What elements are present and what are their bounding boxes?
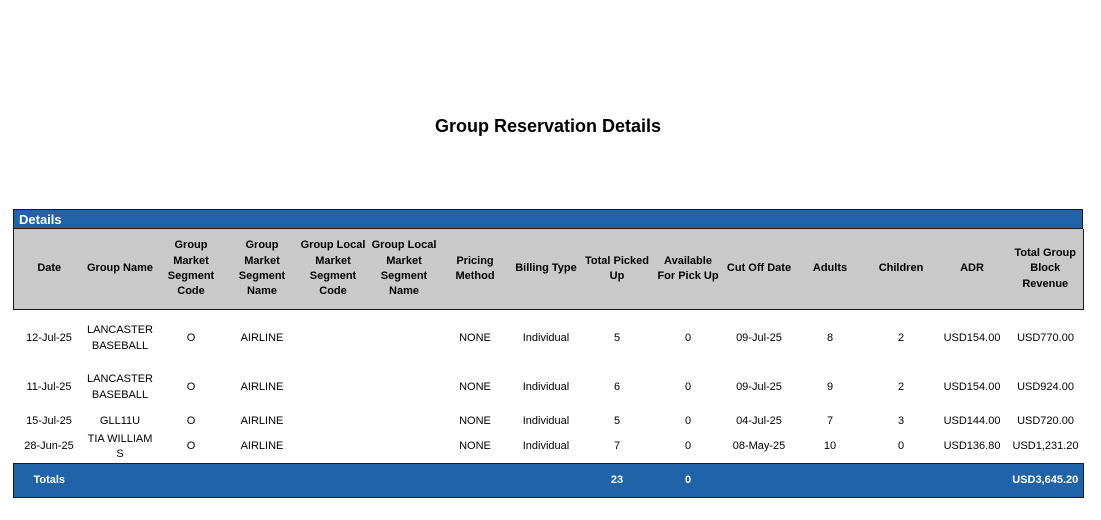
- cell-local-market-segment-name: [369, 431, 440, 464]
- cell-group-name: TIA WILLIAMS: [87, 432, 153, 460]
- cell-local-market-segment-code: [298, 363, 369, 412]
- cell-cut-off-date: 08-May-25: [732, 440, 786, 453]
- cell-billing-type: Individual: [522, 414, 570, 427]
- column-header-group-local-market-segment-code: Group Local Market Segment Code: [298, 229, 369, 310]
- table-header-row: [14, 229, 1084, 310]
- cell-children: 3: [897, 414, 905, 427]
- cell-date: 11-Jul-25: [26, 380, 72, 393]
- cell-children: 2: [897, 331, 905, 344]
- cell-children: 0: [897, 440, 905, 453]
- cell-total-group-block-revenue: USD1,231.20: [1012, 440, 1079, 453]
- cell-market-segment-code: O: [186, 414, 196, 427]
- cell-billing-type: Individual: [522, 380, 570, 393]
- cell-market-segment-code: O: [186, 380, 196, 393]
- cell-local-market-segment-name: [369, 314, 440, 363]
- cell-date: 28-Jun-25: [24, 440, 74, 453]
- column-header-available-for-pick-up: Available For Pick Up: [653, 229, 724, 310]
- totals-empty-cell: [795, 464, 866, 498]
- cell-total-group-block-revenue: USD720.00: [1017, 414, 1074, 427]
- totals-total-group-block-revenue: USD3,645.20: [1008, 464, 1084, 498]
- totals-empty-cell: [440, 464, 511, 498]
- cell-market-segment-code: O: [186, 331, 196, 344]
- cell-cut-off-date: 04-Jul-25: [736, 414, 782, 427]
- cell-pricing-method: NONE: [459, 440, 491, 453]
- details-section-header: Details: [13, 209, 1083, 229]
- column-header-group-market-segment-name: Group Market Segment Name: [227, 229, 298, 310]
- totals-empty-cell: [511, 464, 582, 498]
- cell-market-segment-name: AIRLINE: [240, 440, 284, 453]
- cell-local-market-segment-code: [298, 431, 369, 464]
- cell-local-market-segment-name: [369, 412, 440, 431]
- cell-total-picked-up: 6: [613, 380, 621, 393]
- cell-market-segment-code: O: [186, 440, 196, 453]
- column-header-billing-type: Billing Type: [511, 229, 582, 310]
- column-header-cut-off-date: Cut Off Date: [724, 229, 795, 310]
- totals-empty-cell: [227, 464, 298, 498]
- totals-empty-cell: [298, 464, 369, 498]
- column-header-total-picked-up: Total Picked Up: [582, 229, 653, 310]
- cell-group-name: LANCASTER BASEBALL: [86, 324, 154, 352]
- cell-available-for-pick-up: 0: [684, 440, 692, 453]
- totals-total-picked-up: 23: [582, 464, 653, 498]
- cell-available-for-pick-up: 0: [684, 414, 692, 427]
- cell-total-group-block-revenue: USD770.00: [1017, 331, 1074, 344]
- cell-total-picked-up: 5: [613, 331, 621, 344]
- cell-pricing-method: NONE: [459, 380, 491, 393]
- cell-pricing-method: NONE: [459, 414, 491, 427]
- cell-billing-type: Individual: [522, 440, 570, 453]
- table-row: [14, 412, 1084, 431]
- cell-total-picked-up: 5: [613, 414, 621, 427]
- column-header-date: Date: [14, 229, 85, 310]
- column-header-group-local-market-segment-name: Group Local Market Segment Name: [369, 229, 440, 310]
- totals-empty-cell: [85, 464, 156, 498]
- totals-empty-cell: [369, 464, 440, 498]
- cell-local-market-segment-name: [369, 363, 440, 412]
- totals-empty-cell: [724, 464, 795, 498]
- column-header-group-name: Group Name: [85, 229, 156, 310]
- cell-market-segment-name: AIRLINE: [240, 331, 284, 344]
- cell-market-segment-name: AIRLINE: [240, 380, 284, 393]
- table-row: [14, 363, 1084, 412]
- cell-local-market-segment-code: [298, 412, 369, 431]
- cell-group-name: LANCASTER BASEBALL: [86, 373, 154, 401]
- cell-adults: 8: [826, 331, 834, 344]
- cell-local-market-segment-code: [298, 314, 369, 363]
- totals-available-for-pick-up: 0: [653, 464, 724, 498]
- group-reservation-report: [13, 209, 1083, 498]
- cell-billing-type: Individual: [522, 331, 570, 344]
- cell-adr: USD154.00: [943, 331, 1001, 344]
- column-header-pricing-method: Pricing Method: [440, 229, 511, 310]
- cell-adults: 9: [826, 380, 834, 393]
- cell-available-for-pick-up: 0: [684, 331, 692, 344]
- cell-group-name: GLL11U: [99, 414, 141, 427]
- cell-date: 15-Jul-25: [26, 414, 72, 427]
- column-header-adults: Adults: [795, 229, 866, 310]
- totals-label: Totals: [14, 464, 85, 498]
- totals-empty-cell: [866, 464, 937, 498]
- cell-date: 12-Jul-25: [26, 331, 72, 344]
- totals-row: [14, 464, 1084, 498]
- table-row: [14, 314, 1084, 363]
- cell-cut-off-date: 09-Jul-25: [736, 331, 782, 344]
- cell-adults: 7: [826, 414, 834, 427]
- column-header-total-group-block-revenue: Total Group Block Revenue: [1008, 229, 1084, 310]
- cell-cut-off-date: 09-Jul-25: [736, 380, 782, 393]
- cell-adr: USD154.00: [943, 380, 1001, 393]
- cell-total-picked-up: 7: [613, 440, 621, 453]
- column-header-adr: ADR: [937, 229, 1008, 310]
- column-header-children: Children: [866, 229, 937, 310]
- cell-adr: USD136.80: [943, 440, 1001, 453]
- cell-market-segment-name: AIRLINE: [240, 414, 284, 427]
- column-header-group-market-segment-code: Group Market Segment Code: [156, 229, 227, 310]
- cell-pricing-method: NONE: [459, 331, 491, 344]
- totals-empty-cell: [156, 464, 227, 498]
- totals-empty-cell: [937, 464, 1008, 498]
- cell-available-for-pick-up: 0: [684, 380, 692, 393]
- cell-adr: USD144.00: [943, 414, 1001, 427]
- cell-total-group-block-revenue: USD924.00: [1017, 380, 1074, 393]
- cell-adults: 10: [823, 440, 837, 453]
- cell-children: 2: [897, 380, 905, 393]
- table-row: [14, 431, 1084, 464]
- report-title: Group Reservation Details: [434, 116, 662, 136]
- group-reservation-table: [13, 229, 1084, 498]
